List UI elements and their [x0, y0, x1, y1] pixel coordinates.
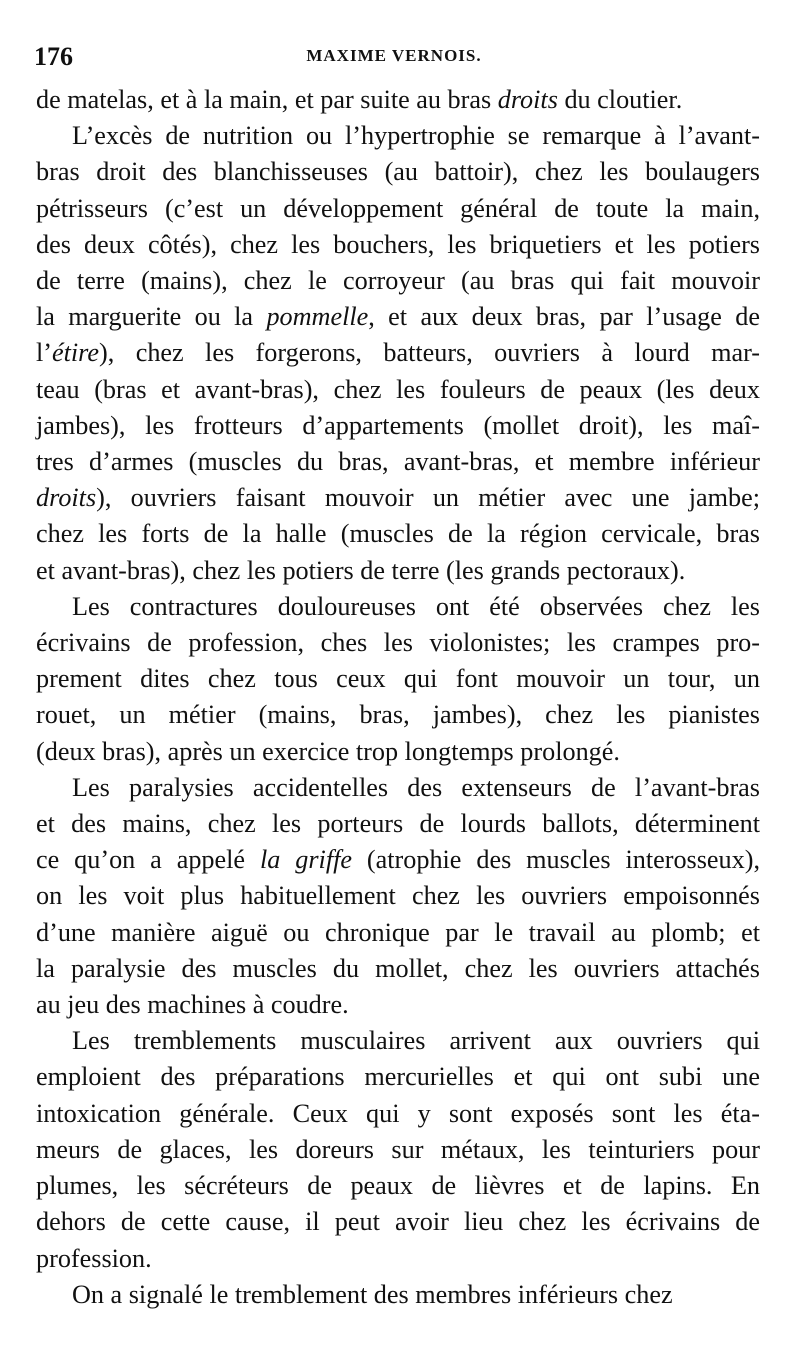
italic-term: pommelle — [266, 302, 369, 332]
paragraph — [36, 770, 760, 1023]
text-line: meurs de glaces, les doreurs sur métaux, les teinturiers pour — [36, 1134, 760, 1164]
text-line: intoxication générale. Ceux qui y sont exposés sont les éta- — [36, 1098, 760, 1128]
text-line: la marguerite ou la pommelle, et aux deux bras, par l’usage de — [36, 302, 760, 332]
paragraph — [36, 1277, 760, 1313]
italic-term: droits — [36, 483, 97, 513]
text-line: pétrisseurs (c’est un développement général de toute la main, — [36, 193, 760, 223]
text-line: L’excès de nutrition ou l’hypertrophie se remarque à l’avant- — [72, 121, 760, 151]
running-head — [34, 42, 754, 72]
text-line: tres d’armes (muscles du bras, avant-bras, et membre inférieur — [36, 447, 760, 477]
text-line: au jeu des machines à coudre. — [36, 990, 349, 1020]
text-line: l’étire), chez les forgerons, batteurs, ouvriers à lourd mar- — [36, 338, 760, 368]
text-line: d’une manière aiguë ou chronique par le travail au plomb; et — [36, 917, 760, 947]
text-line: de matelas, et à la main, et par suite au bras droits du cloutier. — [36, 85, 683, 114]
text-line: de terre (mains), chez le corroyeur (au bras qui fait mouvoir — [36, 266, 760, 296]
text-line: et avant-bras), chez les potiers de terre (les grands pectoraux). — [36, 555, 686, 585]
text-line: Les contractures douloureuses ont été observées chez les — [72, 591, 760, 621]
italic-term: droits — [497, 85, 558, 114]
paragraph — [36, 118, 760, 589]
text-line: jambes), les frotteurs d’appartements (mollet droit), les maî- — [36, 410, 760, 440]
italic-term: étire — [52, 338, 100, 368]
text-line: On a signalé le tremblement des membres inférieurs chez — [72, 1279, 673, 1309]
text-line: (deux bras), après un exercice trop longtemps prolongé. — [36, 736, 620, 766]
text-line: Les tremblements musculaires arrivent aux ouvriers qui — [72, 1026, 760, 1056]
text-line: profession. — [36, 1243, 152, 1273]
text-line: Les paralysies accidentelles des extenseurs de l’avant-bras — [72, 772, 760, 802]
paragraph — [36, 82, 760, 118]
text-line: droits), ouvriers faisant mouvoir un métier avec une jambe; — [36, 483, 760, 513]
text-line: écrivains de profession, ches les violonistes; les crampes pro- — [36, 628, 760, 658]
text-line: emploient des préparations mercurielles et qui ont subi une — [36, 1062, 760, 1092]
paragraph — [36, 589, 760, 770]
italic-term: la griffe — [259, 845, 352, 875]
text-line: des deux côtés), chez les bouchers, les briquetiers et les potiers — [36, 229, 760, 259]
running-title: MAXIME VERNOIS. — [306, 46, 482, 65]
text-line: plumes, les sécréteurs de peaux de lièvres et de lapins. En — [36, 1171, 760, 1201]
text-line: dehors de cette cause, il peut avoir lieu chez les écrivains de — [36, 1207, 760, 1237]
text-line: prement dites chez tous ceux qui font mouvoir un tour, un — [36, 664, 760, 694]
text-line: la paralysie des muscles du mollet, chez les ouvriers attachés — [36, 953, 760, 983]
text-line: teau (bras et avant-bras), chez les fouleurs de peaux (les deux — [36, 374, 760, 404]
paragraph — [36, 1023, 760, 1276]
body-text — [36, 82, 760, 1313]
text-line: bras droit des blanchisseuses (au battoir), chez les boulaugers — [36, 157, 760, 187]
text-line: ce qu’on a appelé la griffe (atrophie des muscles interosseux), — [36, 845, 760, 875]
text-line: rouet, un métier (mains, bras, jambes), chez les pianistes — [36, 700, 760, 730]
text-line: chez les forts de la halle (muscles de la région cervicale, bras — [36, 519, 760, 549]
page-number: 176 — [34, 42, 73, 71]
text-line: on les voit plus habituellement chez les ouvriers empoisonnés — [36, 881, 760, 911]
text-line: et des mains, chez les porteurs de lourds ballots, déterminent — [36, 809, 760, 839]
